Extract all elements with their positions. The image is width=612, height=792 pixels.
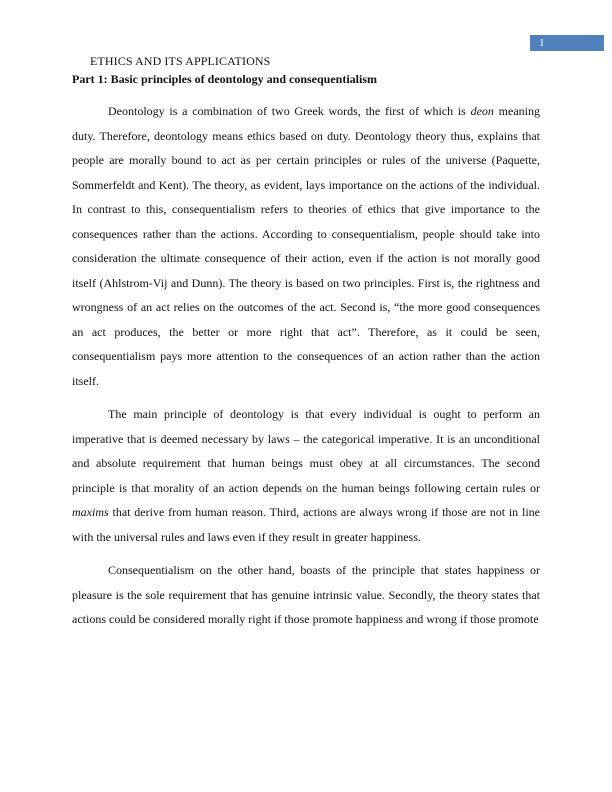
paragraph-text: Consequentialism on the other hand, boasts of the principle that states happiness or pleasure is the sole requirement that has genuine intrinsic value. Secondly, the theory states that actions could be considered morally right if those promote happiness and wrong if those promote bbox=[72, 563, 540, 626]
paragraph-text: meaning duty. Therefore, deontology means ethics based on duty. Deontology theory thus, explains that people are morally bound to act as per certain principles or rules of the universe (Paquette, Sommerfeldt and Kent). The theory, as evident, lays importance on the actions of the individual. In contrast to this, consequentialism refers to theories of ethics that give importance to the consequences rather than the actions. According to consequentialism, people should take into consideration the ultimate consequence of their action, even if the action is not morally good itself (Ahlstrom-Vij and Dunn). The theory is based on two principles. First is, the rightness and wrongness of an act relies on the outcomes of the act. Second is, “the more good consequences an act produces, the better or more right that act”. Therefore, as it could be seen, consequentialism pays more attention to the consequences of an action rather than the action itself. bbox=[72, 104, 541, 388]
paragraph-2 bbox=[72, 402, 540, 549]
emphasis-text: maxims bbox=[72, 505, 109, 519]
running-head: ETHICS AND ITS APPLICATIONS bbox=[90, 54, 271, 68]
emphasis-text: deon bbox=[470, 104, 494, 118]
paragraph-1 bbox=[72, 99, 540, 393]
paragraph-3 bbox=[72, 558, 540, 632]
paragraph-text: The main principle of deontology is that every individual is ought to perform an imperative that is deemed necessary by laws – the categorical imperative. It is an unconditional and absolute requirement that human beings must obey at all circumstances. The second principle is that morality of an action depends on the human beings following certain rules or bbox=[72, 407, 540, 495]
paragraph-text: Deontology is a combination of two Greek words, the first of which is bbox=[108, 104, 471, 118]
page-number-badge bbox=[530, 35, 604, 51]
section-heading: Part 1: Basic principles of deontology and consequentialism bbox=[72, 72, 378, 86]
paragraph-text: that derive from human reason. Third, actions are always wrong if those are not in line with the universal rules and laws even if they result in greater happiness. bbox=[72, 505, 540, 544]
body-text bbox=[72, 99, 540, 632]
page-number: 1 bbox=[539, 37, 545, 49]
